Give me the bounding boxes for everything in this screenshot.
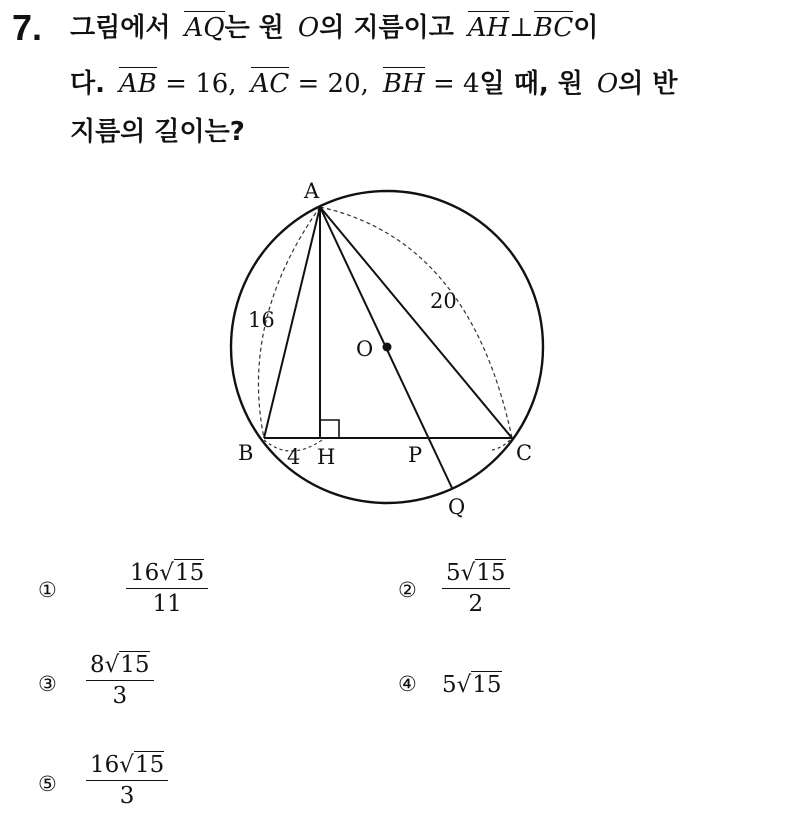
question-text: 그림에서: [70, 13, 171, 43]
numerator: [86, 752, 168, 781]
center-point: [383, 343, 392, 352]
choice-marker: ④: [398, 672, 417, 696]
choice-marker: ②: [398, 578, 417, 602]
radicand: 15: [120, 652, 150, 678]
coefficient: 5: [446, 560, 461, 586]
question-number: 7.: [12, 7, 43, 48]
choice-4[interactable]: [398, 672, 598, 708]
label-c: C: [516, 441, 533, 465]
radical-sign: √: [456, 672, 472, 698]
question-text: 의 지름이고: [319, 13, 454, 43]
value-ac: = 20,: [289, 69, 369, 99]
radical-sign: √: [460, 560, 476, 586]
question-line-2: [70, 66, 678, 102]
coefficient: 16: [90, 752, 120, 778]
segment-bc: BC: [533, 13, 574, 43]
label-p: P: [408, 443, 423, 467]
value-bh: = 4: [424, 69, 480, 99]
radicand: 15: [476, 560, 506, 586]
fraction: [86, 652, 154, 709]
choice-2[interactable]: [398, 560, 598, 630]
segment-ac-line: [320, 207, 512, 438]
value-ab: = 16,: [156, 69, 237, 99]
choice-5[interactable]: [38, 752, 238, 822]
radical-sign: √: [159, 560, 174, 586]
circle-name: O: [297, 13, 320, 43]
numerator: [126, 560, 208, 589]
denominator: 11: [152, 591, 182, 617]
question-text: 는 원: [224, 13, 284, 43]
label-h: H: [317, 445, 336, 469]
fraction: [86, 752, 168, 809]
choice-marker: ⑤: [38, 772, 57, 796]
answer-expression: [442, 672, 502, 698]
segment-aq: AQ: [184, 13, 225, 43]
length-label-ac: 20: [430, 289, 457, 313]
radicand: 15: [174, 560, 205, 586]
segment-ah: AH: [467, 13, 510, 43]
numerator: [86, 652, 154, 681]
radical-sign: √: [119, 752, 134, 778]
denominator: 2: [468, 591, 484, 617]
denominator: 3: [112, 683, 128, 709]
label-o: O: [356, 337, 374, 361]
numerator: [442, 560, 510, 589]
radicand: 15: [472, 672, 502, 698]
choice-marker: ③: [38, 672, 57, 696]
choice-marker: ①: [38, 578, 57, 602]
geometry-figure: [200, 168, 600, 538]
question-text: 의 반: [618, 69, 678, 99]
coefficient: 5: [442, 672, 457, 698]
label-q: Q: [448, 495, 466, 519]
question-text: 일 때, 원: [479, 69, 583, 99]
circle-name: O: [596, 69, 619, 99]
coefficient: 8: [90, 652, 105, 678]
question-line-1: [70, 10, 598, 46]
question-line-3: 지름의 길이는?: [70, 117, 245, 147]
question-text: 다.: [70, 69, 105, 99]
label-a: A: [304, 179, 320, 203]
length-label-bh: 4: [287, 445, 301, 469]
perpendicular-symbol: ⊥: [509, 13, 534, 43]
radical-sign: √: [104, 652, 120, 678]
segment-ac: AC: [250, 69, 290, 99]
segment-bh: BH: [382, 69, 425, 99]
denominator: 3: [119, 783, 135, 809]
question-text: 이: [573, 13, 599, 43]
fraction: [442, 560, 510, 617]
radicand: 15: [134, 752, 165, 778]
right-angle-mark: [320, 420, 339, 438]
label-b: B: [238, 441, 254, 465]
fraction: [126, 560, 208, 617]
coefficient: 16: [130, 560, 160, 586]
choice-1[interactable]: [38, 560, 238, 630]
choice-3[interactable]: [38, 652, 238, 722]
length-label-ab: 16: [248, 308, 275, 332]
segment-ab: AB: [119, 69, 157, 99]
